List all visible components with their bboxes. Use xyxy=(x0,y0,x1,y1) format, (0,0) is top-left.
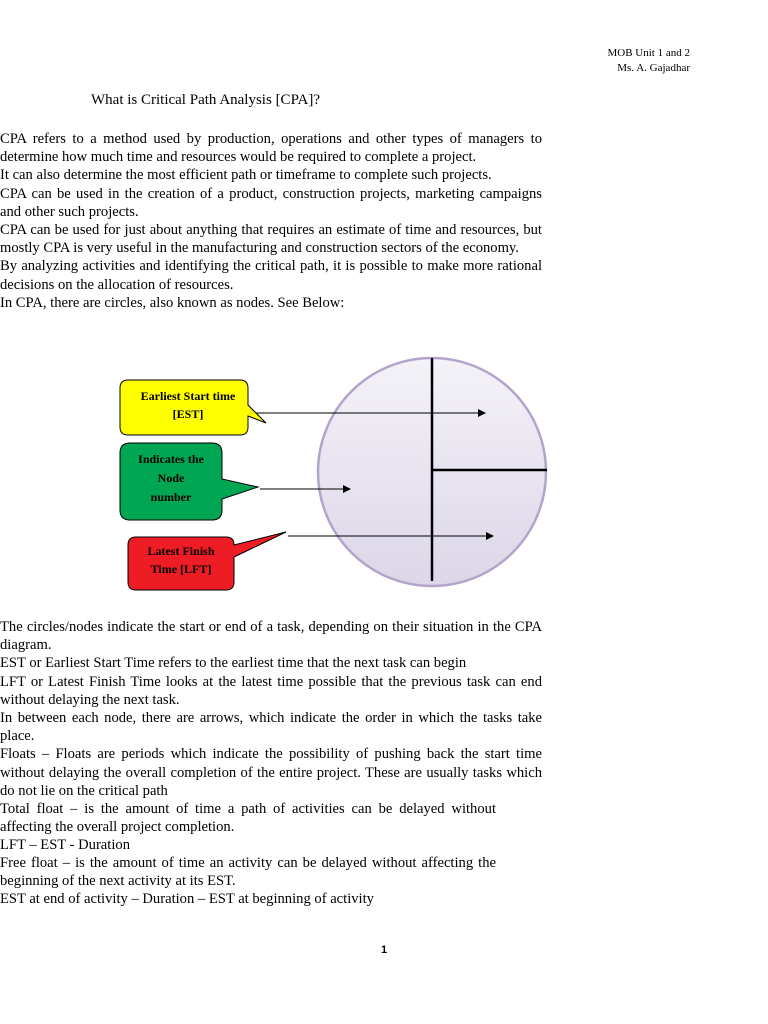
list-item: CPA refers to a method used by production, operations and other types of managers to determine how much time and resources would be required to complete a project. xyxy=(0,131,542,166)
node-callout-line2: Node xyxy=(157,471,185,485)
list-item: The circles/nodes indicate the start or end of a task, depending on their situation in the CPA diagram. xyxy=(0,619,542,654)
page-number: 1 xyxy=(380,944,388,956)
section-title: What is Critical Path Analysis [CPA]? xyxy=(91,92,321,108)
list-item: CPA can be used for just about anything that requires an estimate of time and resources, but mostly CPA is very useful in the manufacturing and construction sectors of the economy. xyxy=(0,222,542,257)
list-item: By analyzing activities and identifying the critical path, it is possible to make more rational decisions on the allocation of resources. xyxy=(0,258,542,293)
lft-callout-line2: Time [LFT] xyxy=(150,562,212,576)
page-header xyxy=(608,46,691,76)
list-item: Floats – Floats are periods which indicate the possibility of pushing back the start time without delaying the overall completion of the entire project. These are usually tasks which do not lie on the critical path xyxy=(0,746,542,799)
list-item: EST at end of activity – Duration – EST at beginning of activity xyxy=(0,891,374,907)
lft-callout xyxy=(128,532,286,590)
est-callout-line1: Earliest Start time xyxy=(140,389,236,403)
list-item: In between each node, there are arrows, which indicate the order in which the tasks take place. xyxy=(0,710,542,745)
total-float-list xyxy=(0,800,496,836)
list-item: It can also determine the most efficient path or timeframe to complete such projects. xyxy=(0,167,492,184)
list-item: Free float – is the amount of time an activity can be delayed without affecting the beginning of the next activity at its EST. xyxy=(0,855,496,890)
node-callout-line3: number xyxy=(150,490,192,504)
list-item: LFT – EST - Duration xyxy=(0,837,130,853)
list-item: CPA can be used in the creation of a product, construction projects, marketing campaigns and other such projects. xyxy=(0,185,542,220)
free-float-list xyxy=(0,854,496,890)
list-item: LFT or Latest Finish Time looks at the latest time possible that the previous task can end without delaying the next task. xyxy=(0,673,542,708)
total-float-formula-list xyxy=(0,836,451,854)
header-course: MOB Unit 1 and 2 xyxy=(607,47,690,59)
list-item: EST or Earliest Start Time refers to the earliest time that the next task can begin xyxy=(0,655,467,672)
node-explanation-list xyxy=(0,618,542,800)
list-item: In CPA, there are circles, also known as nodes. See Below: xyxy=(0,294,345,311)
est-callout-line2: [EST] xyxy=(172,407,204,421)
free-float-formula-list xyxy=(0,890,451,908)
cpa-node-diagram xyxy=(110,355,560,595)
lft-callout-line1: Latest Finish xyxy=(147,544,215,558)
header-author: Ms. A. Gajadhar xyxy=(617,62,690,74)
intro-bullet-list xyxy=(0,130,542,312)
list-item: Total float – is the amount of time a path of activities can be delayed without affecting the overall project completion. xyxy=(0,801,496,836)
node-callout-line1: Indicates the xyxy=(138,452,204,466)
